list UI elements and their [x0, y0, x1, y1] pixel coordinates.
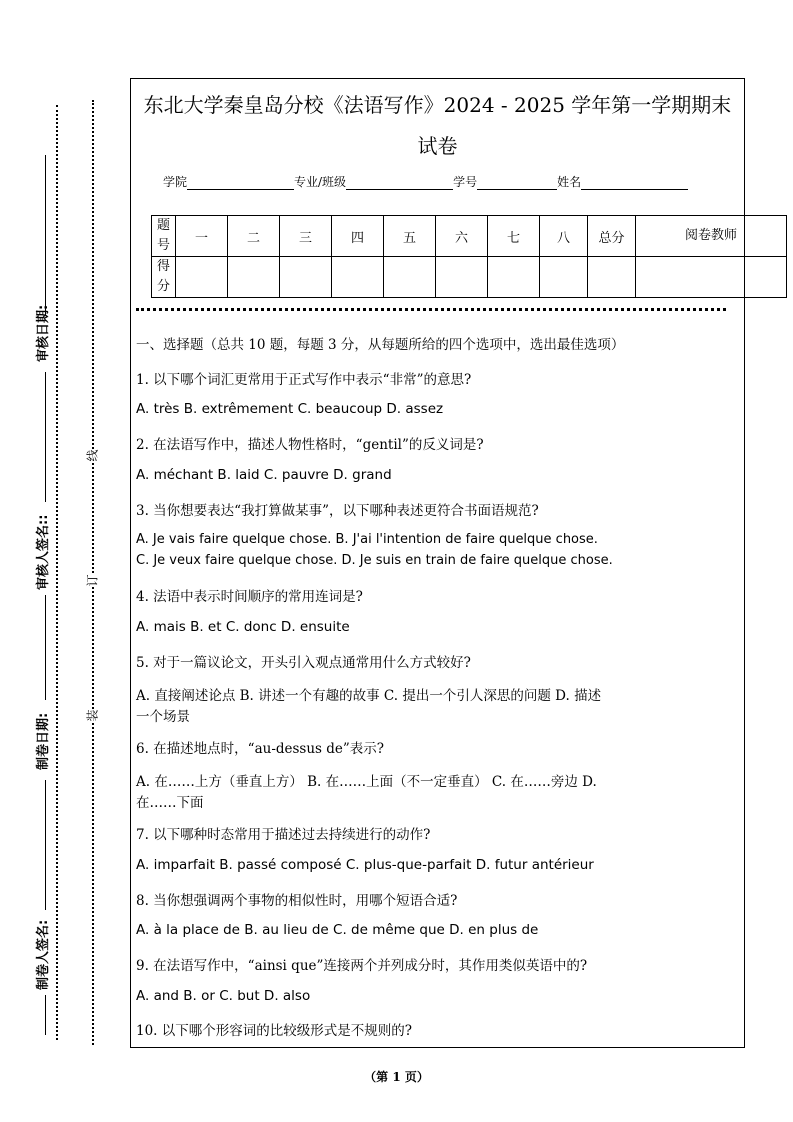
score-table-score-row	[152, 257, 787, 298]
section-heading: 一、选择题（总共 10 题，每题 3 分，从每题所给的四个选项中，选出最佳选项）	[136, 337, 625, 353]
major-class-label: 专业/班级	[294, 175, 347, 189]
question-3: 3. 当你想要表达“我打算做某事”，以下哪种表述更符合书面语规范?	[136, 503, 539, 519]
maker-sign-underline	[45, 780, 46, 910]
question-2: 2. 在法语写作中，描述人物性格时，“gentil”的反义词是?	[136, 437, 484, 453]
college-field[interactable]	[187, 175, 294, 190]
page-number: （第 1 页）	[364, 1070, 429, 1084]
question-9-options: A. and B. or C. but D. also	[136, 988, 311, 1004]
name-label: 姓名	[557, 175, 582, 189]
score-cell[interactable]	[280, 257, 332, 298]
binding-char-xian: 线	[85, 449, 100, 462]
question-3-options-line2: C. Je veux faire quelque chose. D. Je suis en train de faire quelque chose.	[136, 553, 613, 568]
row-label-question-number: 题号	[152, 216, 176, 257]
binding-dotted-line	[92, 100, 94, 1045]
row-label-score: 得分	[152, 257, 176, 298]
make-date-underline	[45, 595, 46, 700]
score-cell[interactable]	[228, 257, 280, 298]
question-8-options: A. à la place de B. au lieu de C. de même que D. en plus de	[136, 922, 539, 938]
question-1: 1. 以下哪个词汇更常用于正式写作中表示“非常”的意思?	[136, 372, 472, 388]
col-5: 五	[384, 216, 436, 257]
score-cell[interactable]	[332, 257, 384, 298]
score-cell[interactable]	[488, 257, 540, 298]
name-field[interactable]	[581, 175, 688, 190]
dotted-separator	[136, 308, 726, 311]
col-total: 总分	[588, 216, 636, 257]
review-date-label: 审核日期:	[36, 304, 51, 362]
question-1-options: A. très B. extrêmement C. beaucoup D. assez	[136, 401, 444, 417]
student-id-field[interactable]	[477, 175, 557, 190]
col-1: 一	[176, 216, 228, 257]
student-info	[163, 173, 688, 190]
col-grader: 阅卷教师	[636, 216, 787, 257]
review-date-underline	[45, 155, 46, 315]
question-2-options: A. méchant B. laid C. pauvre D. grand	[136, 467, 392, 483]
dotted-line-outer	[56, 105, 58, 1040]
score-cell[interactable]	[588, 257, 636, 298]
question-6-options-line2: 在……下面	[136, 795, 204, 811]
score-cell[interactable]	[176, 257, 228, 298]
major-class-field[interactable]	[346, 175, 453, 190]
score-cell[interactable]	[540, 257, 588, 298]
col-8: 八	[540, 216, 588, 257]
score-table	[151, 215, 787, 298]
col-7: 七	[488, 216, 540, 257]
college-label: 学院	[163, 175, 188, 189]
exam-title-line2: 试卷	[417, 134, 458, 158]
binding-char-ding: 订	[85, 574, 100, 587]
reviewer-sign-label: 审核人签名::	[36, 514, 51, 590]
question-4-options: A. mais B. et C. donc D. ensuite	[136, 619, 350, 635]
question-6-options-line1: A. 在……上方（垂直上方） B. 在……上面（不一定垂直） C. 在……旁边 D.	[136, 774, 597, 790]
col-4: 四	[332, 216, 384, 257]
question-9: 9. 在法语写作中，“ainsi que”连接两个并列成分时，其作用类似英语中的?	[136, 958, 588, 974]
question-6: 6. 在描述地点时，“au-dessus de”表示?	[136, 741, 385, 757]
question-7: 7. 以下哪种时态常用于描述过去持续进行的动作?	[136, 827, 431, 843]
question-5: 5. 对于一篇议论文，开头引入观点通常用什么方式较好?	[136, 655, 471, 671]
col-2: 二	[228, 216, 280, 257]
exam-title: 东北大学秦皇岛分校《法语写作》2024 - 2025 学年第一学期期末	[143, 93, 732, 117]
col-3: 三	[280, 216, 332, 257]
score-cell[interactable]	[636, 257, 787, 298]
make-date-label: 制卷日期:	[36, 712, 51, 770]
maker-sign-underline-end	[45, 995, 46, 1035]
question-4: 4. 法语中表示时间顺序的常用连词是?	[136, 589, 363, 605]
question-10: 10. 以下哪个形容词的比较级形式是不规则的?	[136, 1023, 412, 1039]
col-6: 六	[436, 216, 488, 257]
reviewer-sign-underline	[45, 372, 46, 502]
maker-sign-label: 制卷人签名:	[36, 919, 51, 990]
student-id-label: 学号	[453, 175, 478, 189]
score-cell[interactable]	[384, 257, 436, 298]
score-cell[interactable]	[436, 257, 488, 298]
question-3-options-line1: A. Je vais faire quelque chose. B. J'ai l'intention de faire quelque chose.	[136, 532, 598, 547]
binding-char-zhuang: 装	[85, 709, 100, 722]
question-7-options: A. imparfait B. passé composé C. plus-que-parfait D. futur antérieur	[136, 857, 594, 873]
question-5-options-line2: 一个场景	[136, 709, 190, 725]
score-table-header-row	[152, 216, 787, 257]
question-5-options-line1: A. 直接阐述论点 B. 讲述一个有趣的故事 C. 提出一个引人深思的问题 D. 描述	[136, 688, 602, 704]
question-8: 8. 当你想强调两个事物的相似性时，用哪个短语合适?	[136, 893, 458, 909]
